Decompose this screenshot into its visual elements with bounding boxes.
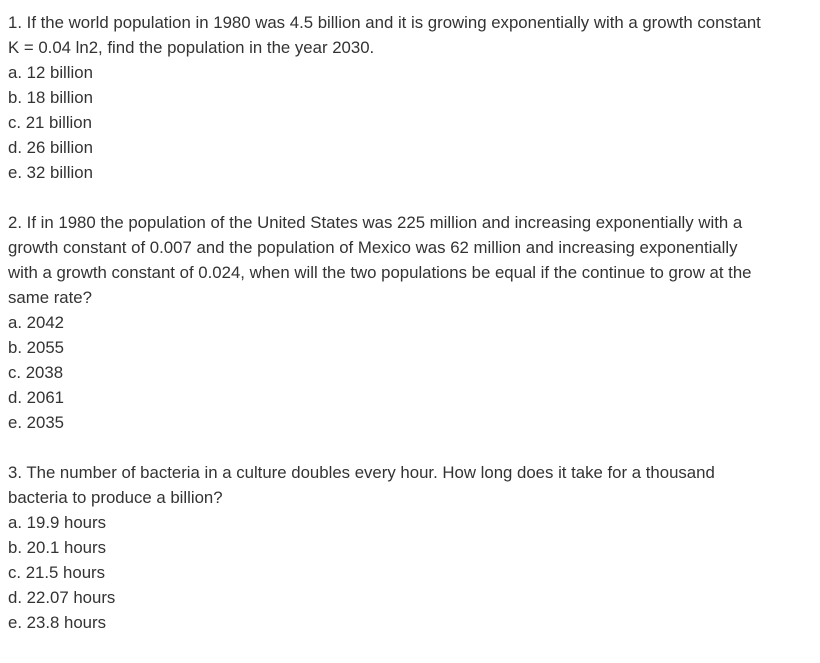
answer-option-c: c. 21.5 hours <box>8 563 106 582</box>
answer-option-d: d. 22.07 hours <box>8 588 116 607</box>
answer-option-b: b. 18 billion <box>8 88 93 107</box>
answer-option-c: c. 2038 <box>8 363 64 382</box>
answer-options <box>8 510 768 635</box>
question-3 <box>8 460 768 635</box>
answer-option-a: a. 19.9 hours <box>8 513 106 532</box>
question-prompt: 1. If the world population in 1980 was 4.5 billion and it is growing exponentially with a growth constant K = 0.04 ln2, find the population in the year 2030. <box>8 13 761 57</box>
answer-option-d: d. 26 billion <box>8 138 93 157</box>
answer-option-e: e. 2035 <box>8 413 64 432</box>
answer-option-c: c. 21 billion <box>8 113 92 132</box>
answer-option-e: e. 23.8 hours <box>8 613 106 632</box>
answer-option-a: a. 12 billion <box>8 63 93 82</box>
answer-option-a: a. 2042 <box>8 313 64 332</box>
answer-option-b: b. 20.1 hours <box>8 538 106 557</box>
answer-options <box>8 310 768 435</box>
answer-options <box>8 60 768 185</box>
question-prompt: 2. If in 1980 the population of the United States was 225 million and increasing exponentially with a growth constant of 0.007 and the population of Mexico was 62 million and increasing exponentially with a growth constant of 0.024, when will the two populations be equal if the continue to grow at the same rate? <box>8 213 752 307</box>
question-2 <box>8 210 768 435</box>
answer-option-e: e. 32 billion <box>8 163 93 182</box>
answer-option-b: b. 2055 <box>8 338 64 357</box>
answer-option-d: d. 2061 <box>8 388 64 407</box>
question-1 <box>8 10 768 185</box>
question-prompt: 3. The number of bacteria in a culture doubles every hour. How long does it take for a thousand bacteria to produce a billion? <box>8 463 715 507</box>
